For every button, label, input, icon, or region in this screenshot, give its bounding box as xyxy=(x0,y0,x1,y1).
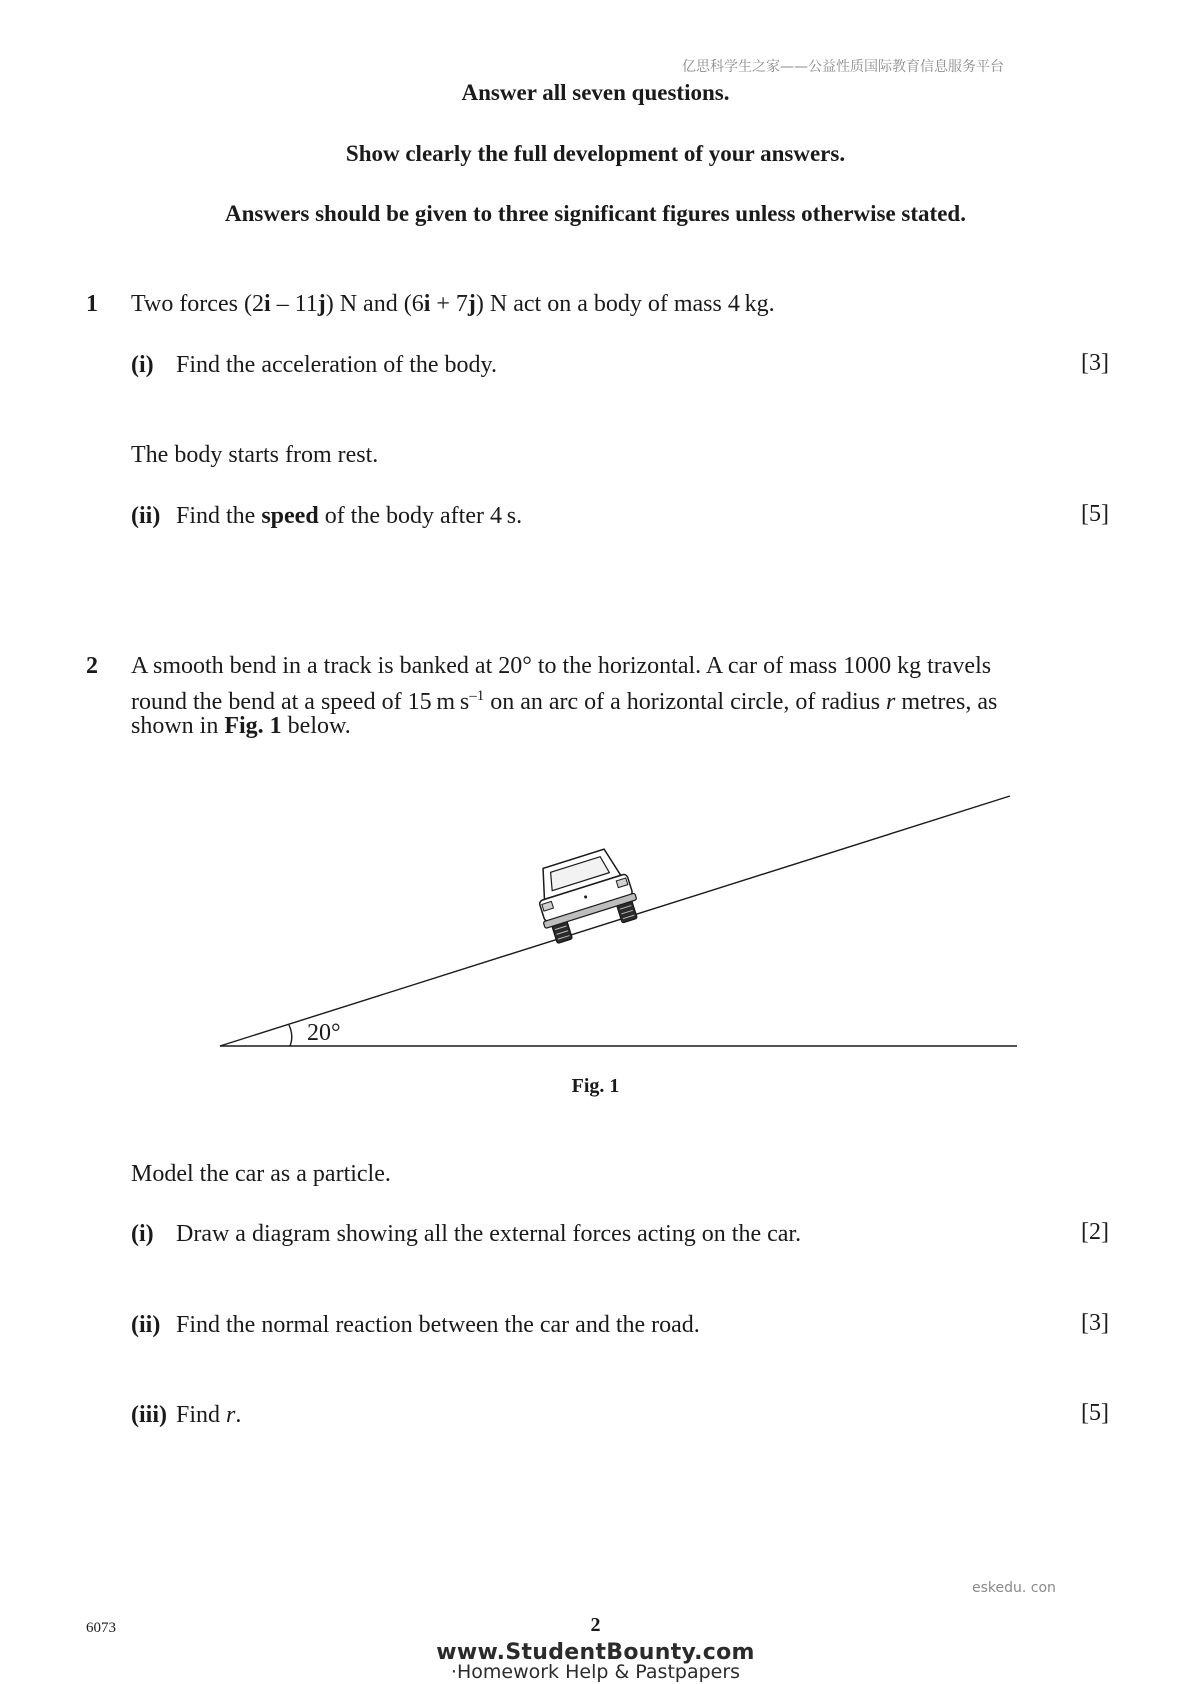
question-1-part-ii: (ii) Find the speed of the body after 4 s. xyxy=(131,503,523,529)
angle-label: 20° xyxy=(307,1020,341,1046)
question-1-bridge-text: The body starts from rest. xyxy=(131,442,379,468)
question-2-line-2: round the bend at a speed of 15 m $s^{-1}$ on an arc of a horizontal circle, of radius r metres, as xyxy=(131,688,998,715)
part-label: (i) xyxy=(131,1221,154,1247)
paper-code: 6073 xyxy=(86,1620,116,1636)
instruction-3: Answers should be given to three significant figures unless otherwise stated. xyxy=(225,201,966,226)
question-2-line-3: shown in Fig. 1 below. xyxy=(131,713,351,739)
instruction-1: Answer all seven questions. xyxy=(461,80,730,105)
question-1-number: 1 xyxy=(86,291,98,317)
part-label: (i) xyxy=(131,352,154,378)
question-2-number: 2 xyxy=(86,653,98,679)
watermark-bottom: eskedu. con xyxy=(972,1580,1056,1596)
part-label: (ii) xyxy=(131,503,161,529)
question-2-part-i-mark: [2] xyxy=(1081,1219,1109,1245)
studentbounty-logo-line-1[interactable]: www.StudentBounty.com xyxy=(436,1640,755,1665)
part-label: (iii) xyxy=(131,1402,167,1428)
studentbounty-logo-line-2: ·Homework Help & Pastpapers xyxy=(450,1661,741,1683)
part-label: (ii) xyxy=(131,1312,161,1338)
question-1-part-i-mark: [3] xyxy=(1081,350,1109,376)
question-2-part-iii: (iii) Find r. xyxy=(131,1402,242,1428)
question-1-part-i: (i) Find the acceleration of the body. xyxy=(131,352,497,378)
question-2-model-text: Model the car as a particle. xyxy=(131,1161,391,1187)
question-2-part-i: (i) Draw a diagram showing all the external forces acting on the car. xyxy=(131,1221,802,1247)
angle-arc xyxy=(289,1025,292,1046)
figure-1-caption: Fig. 1 xyxy=(571,1075,620,1097)
question-2-line-1: A smooth bend in a track is banked at 20° to the horizontal. A car of mass 1000 kg travels xyxy=(131,653,992,679)
question-1-stem: Two forces (2i – 11j) N and (6i + 7j) N act on a body of mass 4 kg. xyxy=(131,291,775,317)
question-2-part-iii-mark: [5] xyxy=(1081,1400,1109,1426)
page-number: 2 xyxy=(590,1614,601,1636)
question-1-part-ii-mark: [5] xyxy=(1081,501,1109,527)
banked-slope-line xyxy=(220,796,1010,1046)
question-2-part-ii-mark: [3] xyxy=(1081,1310,1109,1336)
instruction-2: Show clearly the full development of your answers. xyxy=(345,141,846,166)
watermark-top: 亿思科学生之家——公益性质国际教育信息服务平台 xyxy=(682,59,1004,75)
question-2-part-ii: (ii) Find the normal reaction between the car and the road. xyxy=(131,1312,700,1338)
